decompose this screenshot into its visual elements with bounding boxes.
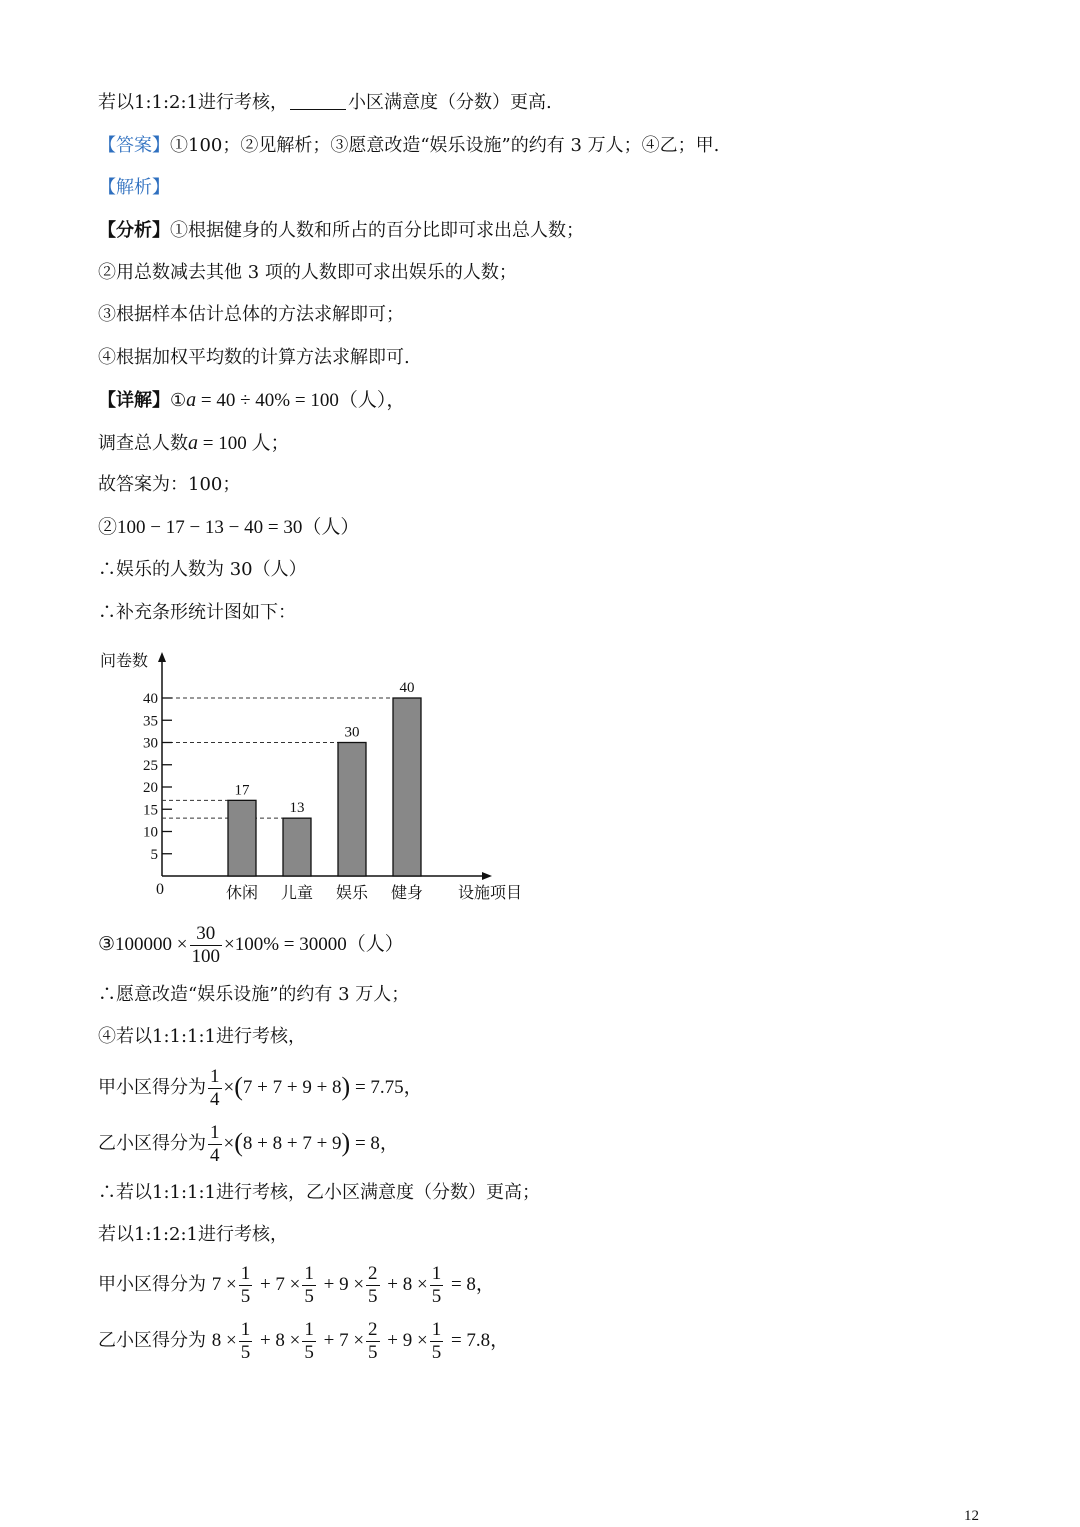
page-number: 12: [964, 1508, 979, 1524]
step1-c: 调查总人数: [98, 433, 188, 454]
y-axis-label: 问卷数: [100, 651, 149, 670]
y-tick-label: 35: [143, 713, 158, 730]
bar-value-label: 40: [399, 680, 415, 696]
jia-term-1: 7 ×: [211, 1274, 237, 1295]
weight-fraction-2: [302, 1263, 316, 1308]
y-tick-label: 10: [143, 824, 158, 841]
jia-label-1: 甲小区得分为: [98, 1077, 206, 1098]
left-paren: (: [234, 1128, 243, 1157]
jia-term-4: + 8 ×: [387, 1274, 428, 1295]
fraction-numerator: 1: [240, 1262, 251, 1284]
x-axis-label: 设施项目: [458, 883, 523, 902]
var-a: a: [186, 389, 197, 411]
fraction-denominator: 5: [304, 1341, 314, 1363]
question-tail-a: 若以1:1:2:1进行考核，: [98, 92, 289, 113]
bar: [393, 698, 421, 876]
times-sign: ×: [223, 1077, 235, 1098]
question-tail: [98, 91, 552, 115]
left-paren: (: [234, 1072, 243, 1101]
fraction-denominator: 5: [240, 1285, 251, 1307]
weight-fraction-3: [366, 1319, 380, 1364]
jia-score-equal: [98, 1062, 423, 1113]
answer-line: [98, 134, 719, 158]
x-axis-arrow: [482, 872, 492, 880]
origin-label: 0: [156, 881, 164, 898]
fraction-numerator: 1: [431, 1318, 442, 1340]
step2-line-2: ∴娱乐的人数为 30（人）: [98, 559, 307, 580]
yi-score-equal: [98, 1118, 399, 1169]
fraction-numerator: 1: [304, 1262, 314, 1284]
jia-label-2: 甲小区得分为: [98, 1274, 206, 1295]
jia-sum: 7 + 7 + 9 + 8: [242, 1077, 342, 1098]
bar-value-label: 13: [289, 800, 305, 817]
y-tick-label: 15: [143, 802, 158, 819]
fraction-denominator: 5: [304, 1285, 314, 1307]
jia-term-2: + 7 ×: [259, 1274, 301, 1295]
weight-fraction-3: [366, 1263, 380, 1308]
yi-label-2: 乙小区得分为: [98, 1330, 206, 1351]
step3-a: ③100000 ×: [98, 934, 188, 955]
fenxi-line-3: ③根据样本估计总体的方法求解即可；: [98, 304, 404, 325]
fenxi-line-4: ④根据加权平均数的计算方法求解即可.: [98, 347, 410, 368]
yi-term-2: + 8 ×: [259, 1330, 301, 1351]
fraction-numerator: 30: [190, 923, 223, 946]
yi-term-4: + 9 ×: [387, 1330, 428, 1351]
conclusion-1: ∴若以1:1:1:1进行考核，乙小区满意度（分数）更高；: [98, 1182, 540, 1203]
jia-result-2: = 8，: [450, 1274, 495, 1295]
answer-tag: 【答案】: [98, 135, 170, 156]
question-tail-b: 小区满意度（分数）更高.: [348, 92, 552, 113]
fraction-numerator: 2: [368, 1262, 378, 1284]
fenxi-line-2: ②用总数减去其他 3 项的人数即可求出娱乐的人数；: [98, 262, 517, 283]
right-paren: ): [341, 1072, 351, 1101]
step3-line-2: ∴愿意改造“娱乐设施”的约有 3 万人；: [98, 984, 410, 1005]
fraction-denominator: 5: [431, 1285, 442, 1307]
weight-fraction-4: [430, 1263, 444, 1308]
y-tick-label: 5: [150, 846, 158, 863]
times-sign: ×: [223, 1133, 235, 1154]
step4-line-2: 若以1:1:2:1进行考核，: [98, 1224, 289, 1245]
step3-b: ×100% = 30000（人）: [224, 934, 404, 955]
fraction-1-4: [208, 1066, 222, 1111]
step1-a: ①: [170, 390, 187, 411]
fraction-denominator: 5: [368, 1341, 378, 1363]
var-a-2: a: [188, 432, 198, 454]
bar: [228, 800, 256, 876]
fraction-numerator: 1: [240, 1318, 251, 1340]
y-tick-label: 25: [143, 757, 158, 774]
fraction-denominator: 5: [368, 1285, 378, 1307]
bar-value-label: 30: [344, 724, 360, 741]
y-axis-arrow: [158, 652, 166, 662]
weight-fraction-1: [239, 1263, 253, 1308]
jia-result-1: = 7.75，: [350, 1077, 423, 1098]
fenxi-line-1: [98, 219, 584, 243]
fraction-1-4: [208, 1122, 222, 1167]
answer-blank: [290, 93, 346, 110]
yi-label-1: 乙小区得分为: [98, 1133, 206, 1154]
bar: [338, 743, 366, 877]
fraction-denominator: 5: [431, 1341, 442, 1363]
xiangjie-line-1: [98, 388, 405, 413]
bar: [283, 818, 311, 876]
yi-result-2: = 7.8，: [450, 1330, 510, 1351]
step1-b: = 40 ÷ 40% = 100（人），: [196, 390, 406, 411]
x-category-label: 休闲: [225, 883, 259, 902]
yi-score-weighted: [98, 1316, 509, 1366]
weight-fraction-2: [302, 1319, 316, 1364]
weight-fraction-1: [239, 1319, 253, 1364]
fraction-numerator: 1: [304, 1318, 314, 1340]
weight-fraction-4: [430, 1319, 444, 1364]
xiangjie-tag: 【详解】: [98, 390, 170, 411]
fraction-denominator: 4: [210, 1088, 220, 1110]
step2-line-3: ∴补充条形统计图如下：: [98, 602, 296, 623]
xiangjie-line-3: 故答案为：100；: [98, 474, 241, 495]
bar-value-label: 17: [234, 782, 250, 799]
yi-sum: 8 + 8 + 7 + 9: [242, 1133, 342, 1154]
yi-term-3: + 7 ×: [323, 1330, 365, 1351]
fraction-numerator: 2: [368, 1318, 378, 1340]
y-tick-label: 30: [143, 735, 158, 752]
step1-d: = 100 人；: [198, 433, 290, 454]
fraction-denominator: 4: [210, 1144, 220, 1166]
fraction-numerator: 1: [431, 1262, 442, 1284]
fenxi-tag: 【分析】: [98, 220, 170, 241]
bar-chart: [96, 648, 546, 913]
y-tick-label: 40: [143, 691, 158, 707]
y-tick-label: 20: [143, 780, 158, 796]
fraction-numerator: 1: [210, 1121, 220, 1143]
x-category-label: 儿童: [280, 883, 314, 902]
x-category-label: 健身: [390, 883, 424, 902]
fraction-denominator: 5: [240, 1341, 251, 1363]
xiangjie-line-2: [98, 431, 289, 456]
right-paren: ): [341, 1128, 351, 1157]
answer-text: ①100；②见解析；③愿意改造“娱乐设施”的约有 3 万人；④乙；甲.: [170, 135, 720, 156]
fenxi-text-1: ①根据健身的人数和所占的百分比即可求出总人数；: [170, 220, 584, 241]
jia-score-weighted: [98, 1260, 495, 1310]
step2-line-1: ②100 − 17 − 13 − 40 = 30（人）: [98, 517, 360, 538]
fraction-30-100: [190, 923, 223, 968]
step4-line-1: ④若以1:1:1:1进行考核，: [98, 1026, 307, 1047]
jia-term-3: + 9 ×: [323, 1274, 365, 1295]
fraction-denominator: 100: [191, 946, 220, 968]
fraction-numerator: 1: [210, 1065, 220, 1087]
analysis-tag: 【解析】: [98, 177, 170, 198]
x-category-label: 娱乐: [335, 883, 369, 902]
yi-term-1: 8 ×: [211, 1330, 237, 1351]
yi-result-1: = 8，: [350, 1133, 399, 1154]
step3-line-1: [98, 920, 404, 970]
